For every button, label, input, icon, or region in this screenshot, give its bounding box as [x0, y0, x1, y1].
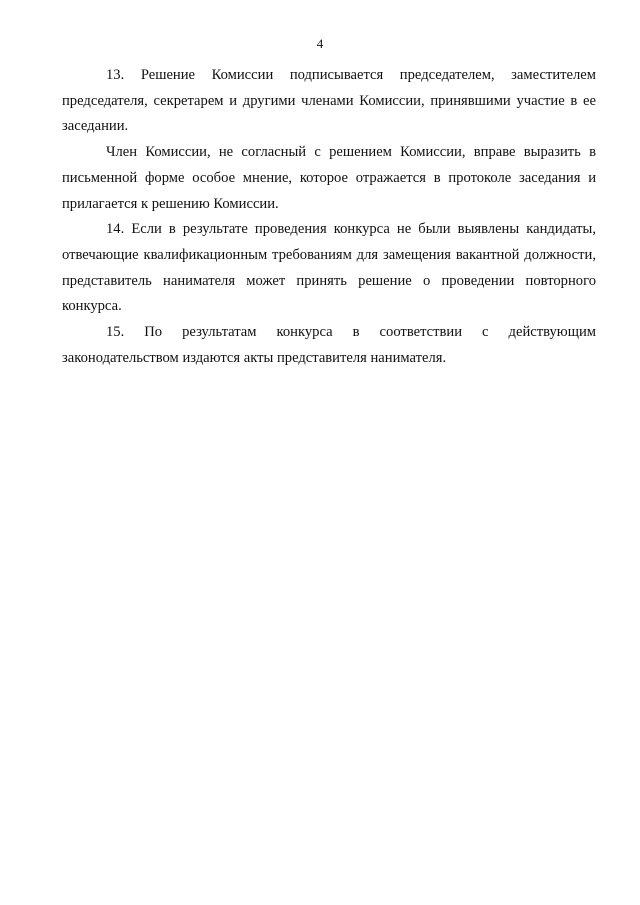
- page-number: 4: [316, 36, 324, 51]
- document-body: [62, 63, 596, 371]
- paragraph-15: 15. По результатам конкурса в соответствии с действующим законодательством издаются акты представителя нанимателя.: [62, 324, 596, 366]
- paragraph-13: 13. Решение Комиссии подписывается председателем, заместителем председателя, секретарем и другими членами Комиссии, принявшими участие в ее заседании.: [62, 67, 596, 135]
- paragraph-14: 14. Если в результате проведения конкурса не были выявлены кандидаты, отвечающие квалификационным требованиям для замещения вакантной должности, представитель нанимателя может принять решение о проведении повторного конкурса.: [62, 221, 596, 315]
- paragraph-13-dissent: Член Комиссии, не согласный с решением Комиссии, вправе выразить в письменной форме особое мнение, которое отражается в протоколе заседания и прилагается к решению Комиссии.: [62, 144, 596, 212]
